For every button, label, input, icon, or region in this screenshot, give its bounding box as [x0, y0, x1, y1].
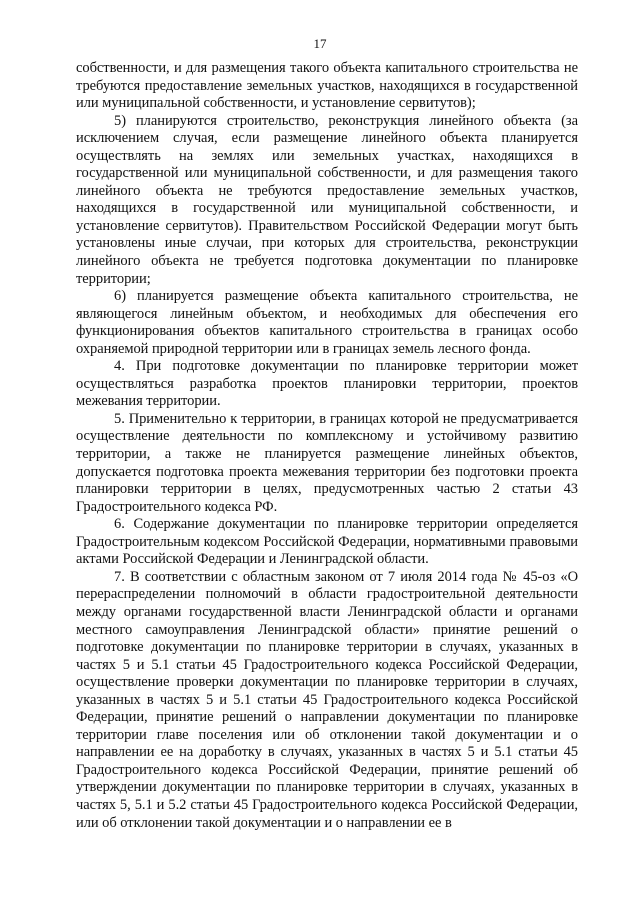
paragraph-item-6: 6) планируется размещение объекта капитального строительства, не являющегося линейным объектом, и необходимых для обеспечения его функционирования объектов капитального строительства в границах особо охраняемой природной территории или в границах земель лесного фонда.: [76, 288, 578, 357]
paragraph-clause-7: 7. В соответствии с областным законом от 7 июля 2014 года № 45-оз «О перераспределении полномочий в области градостроительной деятельности между органами государственной власти Ленинградской области и органами местного самоуправления Ленинградской области» принятие решений о подготовке документации по планировке территории в случаях, указанных в частях 5 и 5.1 статьи 45 Градостроительного кодекса Российской Федерации, осуществление проверки документации по планировке территории в случаях, указанных в частях 5 и 5.1 статьи 45 Градостроительного кодекса Российской Федерации, принятие решений о направлении документации по планировке территории главе поселения или об отклонении такой документации и о направлении ее на доработку в случаях, указанных в частях 5 и 5.1 статьи 45 Градостроительного кодекса Российской Федерации, принятие решений об утверждении документации по планировке территории в случаях, указанных в частях 5, 5.1 и 5.2 статьи 45 Градостроительного кодекса Российской Федерации, или об отклонении такой документации и о направлении ее в: [76, 568, 578, 831]
paragraph-continuation: собственности, и для размещения такого объекта капитального строительства не требуются предоставление земельных участков, находящихся в государственной или муниципальной собственности, и установление сервитутов);: [76, 60, 578, 112]
paragraph-item-5: 5) планируются строительство, реконструкция линейного объекта (за исключением случая, если размещение линейного объекта планируется осуществлять на землях или земельных участках, находящихся в государственной или муниципальной собственности, и для размещения такого линейного объекта не требуются предоставление земельных участков, находящихся в государственной или муниципальной собственности, и установление сервитутов). Правительством Российской Федерации могут быть установлены иные случаи, при которых для строительства, реконструкции линейного объекта не требуется подготовка документации по планировке территории;: [76, 112, 578, 287]
page-number: 17: [313, 36, 327, 51]
paragraph-clause-4: 4. При подготовке документации по планировке территории может осуществляться разработка проектов планировки территории, проектов межевания территории.: [76, 358, 578, 410]
paragraph-clause-6: 6. Содержание документации по планировке территории определяется Градостроительным кодексом Российской Федерации, нормативными правовыми актами Российской Федерации и Ленинградской области.: [76, 516, 578, 568]
document-body: [76, 60, 578, 832]
paragraph-clause-5: 5. Применительно к территории, в границах которой не предусматривается осуществление деятельности по комплексному и устойчивому развитию территории, а также не планируется размещение линейных объектов, допускается подготовка проекта межевания территории без подготовки проекта планировки территории в целях, предусмотренных частью 2 статьи 43 Градостроительного кодекса РФ.: [76, 410, 578, 515]
